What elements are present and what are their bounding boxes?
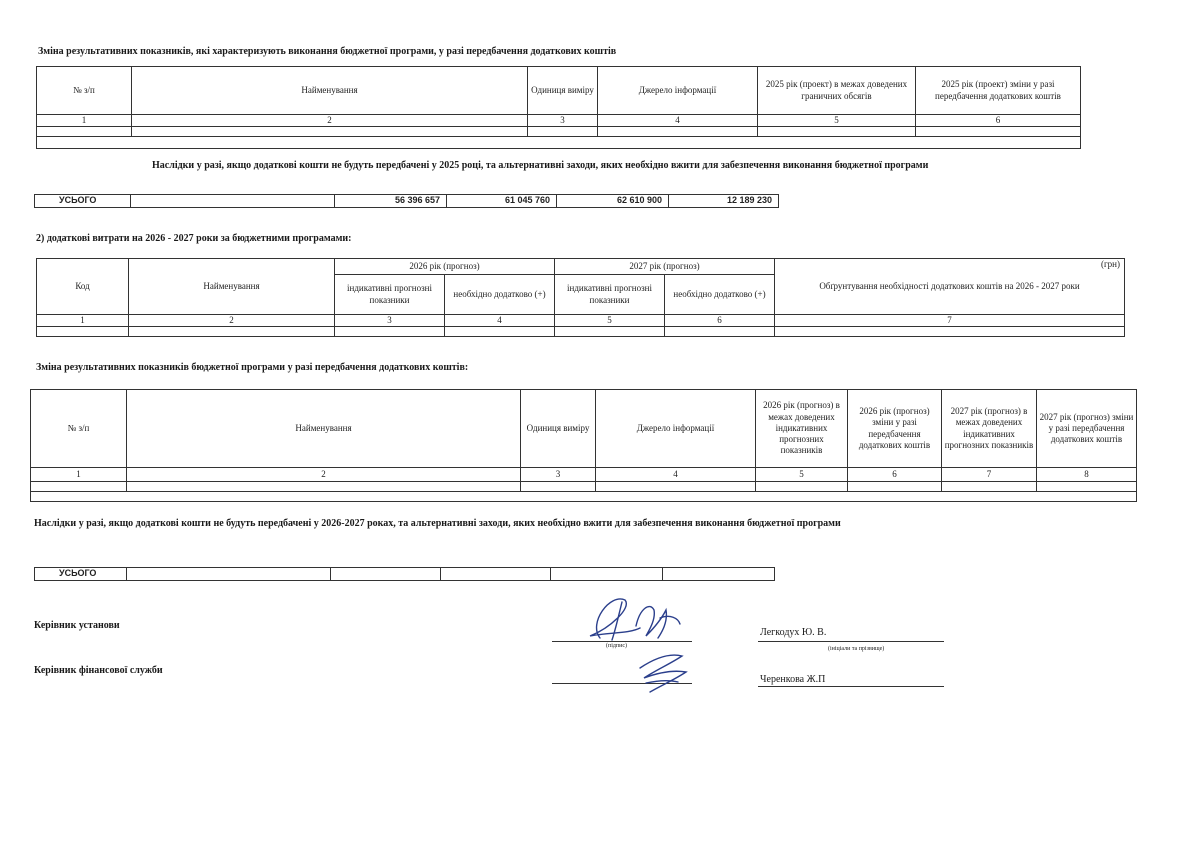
col-number: 4 [596,468,756,482]
empty-cell [31,482,127,492]
col-number: 5 [555,315,665,327]
signature-caption: (підпис) [606,643,628,649]
name-caption: (ініціали та прізвище) [828,646,885,652]
total-label: УСЬОГО [35,568,127,581]
col-header-2025-changes: 2025 рік (проект) зміни у разі передбачення додаткових коштів [916,67,1081,115]
handwritten-signatures [570,588,710,703]
total-label: УСЬОГО [35,195,131,208]
total-value: 12 189 230 [669,195,779,208]
total-row-2025 [34,194,779,208]
col-number: 7 [775,315,1125,327]
col-number: 6 [848,468,942,482]
col-number: 3 [521,468,596,482]
section1-heading: Зміна результативних показників, які характеризують виконання бюджетної програми, у разі передбачення додаткових коштів [38,46,617,57]
col-number: 4 [445,315,555,327]
empty-cell [848,482,942,492]
col-number: 8 [1037,468,1137,482]
empty-cell [665,327,775,337]
col-header-2027-needed: необхідно додатково (+) [665,275,775,315]
head-name: Легкодух Ю. В. [760,627,827,638]
empty-cell [756,482,848,492]
col-header-2025-limit: 2025 рік (проект) в межах доведених граничних обсягів [758,67,916,115]
empty-cell [942,482,1037,492]
head-name-line [758,641,944,642]
col-header-source: Джерело інформації [598,67,758,115]
col-header-2026-needed: необхідно додатково (+) [445,275,555,315]
finance-name-line [758,686,944,687]
col-number: 4 [598,115,758,127]
col-number: 1 [37,115,132,127]
col-header-unit: Одиниця виміру [528,67,598,115]
empty-cell [131,195,335,208]
consequences-2026-2027: Наслідки у разі, якщо додаткові кошти не будуть передбачені у 2026-2027 роках, та альтернативні заходи, яких необхідно вжити для забезпечення виконання бюджетної програми [34,518,841,529]
total-value: 61 045 760 [447,195,557,208]
finance-head-label: Керівник фінансової служби [34,665,163,676]
col-header-justification [775,259,1125,315]
col-header-number: № з/п [37,67,132,115]
col-header-2027: 2027 рік (прогноз) [555,259,775,275]
empty-cell [1037,482,1137,492]
col-header-source: Джерело інформації [596,390,756,468]
empty-cell [663,568,775,581]
col-header-name: Найменування [129,259,335,315]
head-label: Керівник установи [34,620,120,631]
col-number: 7 [942,468,1037,482]
unit-label: (грн) [1100,259,1120,269]
col-number: 2 [127,468,521,482]
consequences-2025: Наслідки у разі, якщо додаткові кошти не будуть передбачені у 2025 році, та альтернативні заходи, яких необхідно вжити для забезпечення виконання бюджетної програми [152,160,929,171]
empty-cell [37,137,1081,149]
col-header-2026-changes: 2026 рік (прогноз) зміни у разі передбачення додаткових коштів [848,390,942,468]
col-number: 1 [37,315,129,327]
total-value: 56 396 657 [335,195,447,208]
empty-cell [775,327,1125,337]
empty-cell [441,568,551,581]
empty-cell [37,327,129,337]
col-header-2027-limit: 2027 рік (прогноз) в межах доведених індикативних прогнозних показників [942,390,1037,468]
empty-cell [127,482,521,492]
col-number: 2 [132,115,528,127]
col-number: 2 [129,315,335,327]
empty-cell [132,127,528,137]
empty-cell [335,327,445,337]
total-value: 62 610 900 [557,195,669,208]
col-header-2027-changes: 2027 рік (прогноз) зміни у разі передбачення додаткових коштів [1037,390,1137,468]
col-number: 3 [335,315,445,327]
empty-cell [37,127,132,137]
col-header-name: Найменування [132,67,528,115]
col-number: 6 [665,315,775,327]
empty-cell [31,492,1137,502]
col-header-2027-indicative: індикативні прогнозні показники [555,275,665,315]
col-number: 3 [528,115,598,127]
col-header-code: Код [37,259,129,315]
empty-cell [521,482,596,492]
col-number: 1 [31,468,127,482]
col-number: 5 [756,468,848,482]
indicators-table-2025 [36,66,1081,149]
empty-cell [916,127,1081,137]
col-header-number: № з/п [31,390,127,468]
col-header-2026-limit: 2026 рік (прогноз) в межах доведених індикативних прогнозних показників [756,390,848,468]
empty-cell [445,327,555,337]
empty-cell [596,482,756,492]
section2-heading: 2) додаткові витрати на 2026 - 2027 роки за бюджетними програмами: [36,233,352,244]
col-header-unit: Одиниця виміру [521,390,596,468]
col-header-name: Найменування [127,390,521,468]
col-header-2026-indicative: індикативні прогнозні показники [335,275,445,315]
empty-cell [331,568,441,581]
empty-cell [551,568,663,581]
empty-cell [127,568,331,581]
empty-cell [598,127,758,137]
empty-cell [528,127,598,137]
justification-text: Обґрунтування необхідності додаткових коштів на 2026 - 2027 роки [819,280,1080,291]
total-row-2026-2027 [34,567,775,581]
empty-cell [758,127,916,137]
indicators-table-2026-2027 [30,389,1137,502]
col-number: 5 [758,115,916,127]
col-number: 6 [916,115,1081,127]
section3-heading: Зміна результативних показників бюджетної програми у разі передбачення додаткових коштів: [36,362,469,373]
additional-expenses-table [36,258,1125,337]
empty-cell [555,327,665,337]
col-header-2026: 2026 рік (прогноз) [335,259,555,275]
finance-name: Черенкова Ж.П [760,674,826,685]
empty-cell [129,327,335,337]
